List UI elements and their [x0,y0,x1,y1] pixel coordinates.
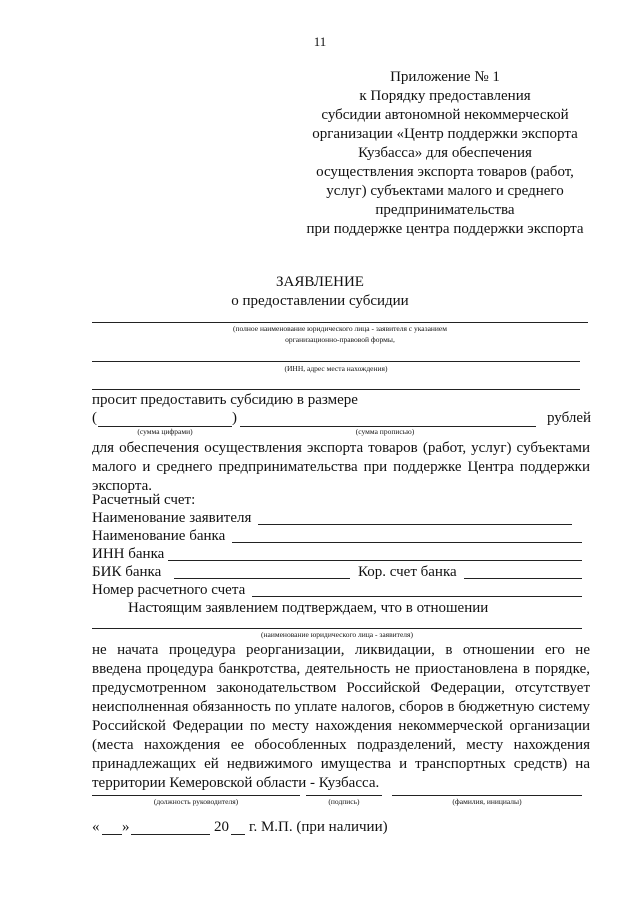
bank-bik-field[interactable] [174,578,350,579]
document-title: ЗАЯВЛЕНИЕ [276,274,364,290]
appendix-line: Приложение № 1 [390,69,500,85]
signature-field[interactable] [306,795,382,796]
applicant-name-label: Наименование заявителя [92,510,252,526]
appendix-line: организации «Центр поддержки экспорта [312,126,578,142]
bank-name-label: Наименование банка [92,528,226,544]
appendix-line: предпринимательства [375,202,515,218]
confirm-text: Настоящим заявлением подтверждаем, что в отношении [128,600,489,616]
corr-account-label: Кор. счет банка [358,564,457,580]
appendix-header [290,68,600,239]
entity-name-caption: (наименование юридического лица - заявителя) [261,630,413,639]
declaration-line: территории Кемеровской области - Кузбасса. [92,775,380,791]
bank-name-field[interactable] [232,542,582,543]
full-name-caption-2: организационно-правовой формы, [285,335,395,344]
bank-inn-label: ИНН банка [92,546,165,562]
inn-address-caption: (ИНН, адрес места нахождения) [284,364,388,373]
account-number-field[interactable] [252,596,582,597]
position-field[interactable] [92,795,300,796]
open-paren: ( [92,410,97,426]
appendix-line: Кузбасса» для обеспечения [358,145,532,161]
date-suffix: г. М.П. (при наличии) [249,819,388,835]
account-number-label: Номер расчетного счета [92,582,246,598]
corr-account-field[interactable] [464,578,582,579]
purpose-line: экспорта. [92,478,152,494]
quote-open: « [92,819,100,835]
full-name-initials-caption: (фамилия, инициалы) [452,797,522,806]
declaration-line: введена процедура банкротства, деятельность не приостановлена в порядке, [92,661,590,677]
day-field[interactable] [102,834,122,835]
sum-digits-caption: (сумма цифрами) [137,427,193,436]
quote-close: » [122,819,130,835]
appendix-line: услуг) субъектами малого и среднего [326,183,564,199]
full-name-line[interactable] [92,322,588,323]
declaration-line: Российской Федерации по месту нахождения некоммерческой организации [92,718,590,734]
appendix-line: субсидии автономной некоммерческой [321,107,569,123]
signature-caption: (подпись) [328,797,360,806]
year-field[interactable] [231,834,245,835]
entity-name-line[interactable] [92,628,582,629]
year-prefix: 20 [214,819,229,835]
declaration-line: не начата процедура реорганизации, ликвидации, в отношении его не [92,642,590,658]
inn-address-line[interactable] [92,361,580,362]
declaration-line: неисполненная обязанность по уплате налогов, сборов в бюджетную систему [92,699,590,715]
purpose-line: малого и среднего предпринимательства при поддержке Центра поддержки [92,459,590,475]
rubles-label: рублей [547,410,592,426]
declaration-line: принадлежащих ей недвижимого имущества и транспортных средств) на [92,756,590,772]
bank-bik-label: БИК банка [92,564,162,580]
close-paren: ) [232,410,237,426]
declaration-line: предусмотренном законодательством Российской Федерации, отсутствует [92,680,590,696]
appendix-line: при поддержке центра поддержки экспорта [306,221,584,237]
full-name-caption: (полное наименование юридического лица - заявителя с указанием [232,324,448,333]
bank-inn-field[interactable] [168,560,582,561]
appendix-line: к Порядку предоставления [359,88,531,104]
account-label: Расчетный счет: [92,492,196,508]
request-text: просит предоставить субсидию в размере [92,392,358,408]
document-subtitle: о предоставлении субсидии [231,293,409,309]
full-name-field[interactable] [392,795,582,796]
month-field[interactable] [131,834,210,835]
appendix-line: осуществления экспорта товаров (работ, [316,164,574,180]
extra-line[interactable] [92,389,580,390]
page-number: 11 [313,34,327,49]
position-caption: (должность руководителя) [153,797,239,806]
declaration-line: (места нахождения ее обособленных подразделений, месту нахождения [92,737,590,753]
sum-words-caption: (сумма прописью) [355,427,415,436]
purpose-line: для обеспечения осуществления экспорта товаров (работ, услуг) субъектами [92,440,590,456]
applicant-name-field[interactable] [258,524,572,525]
